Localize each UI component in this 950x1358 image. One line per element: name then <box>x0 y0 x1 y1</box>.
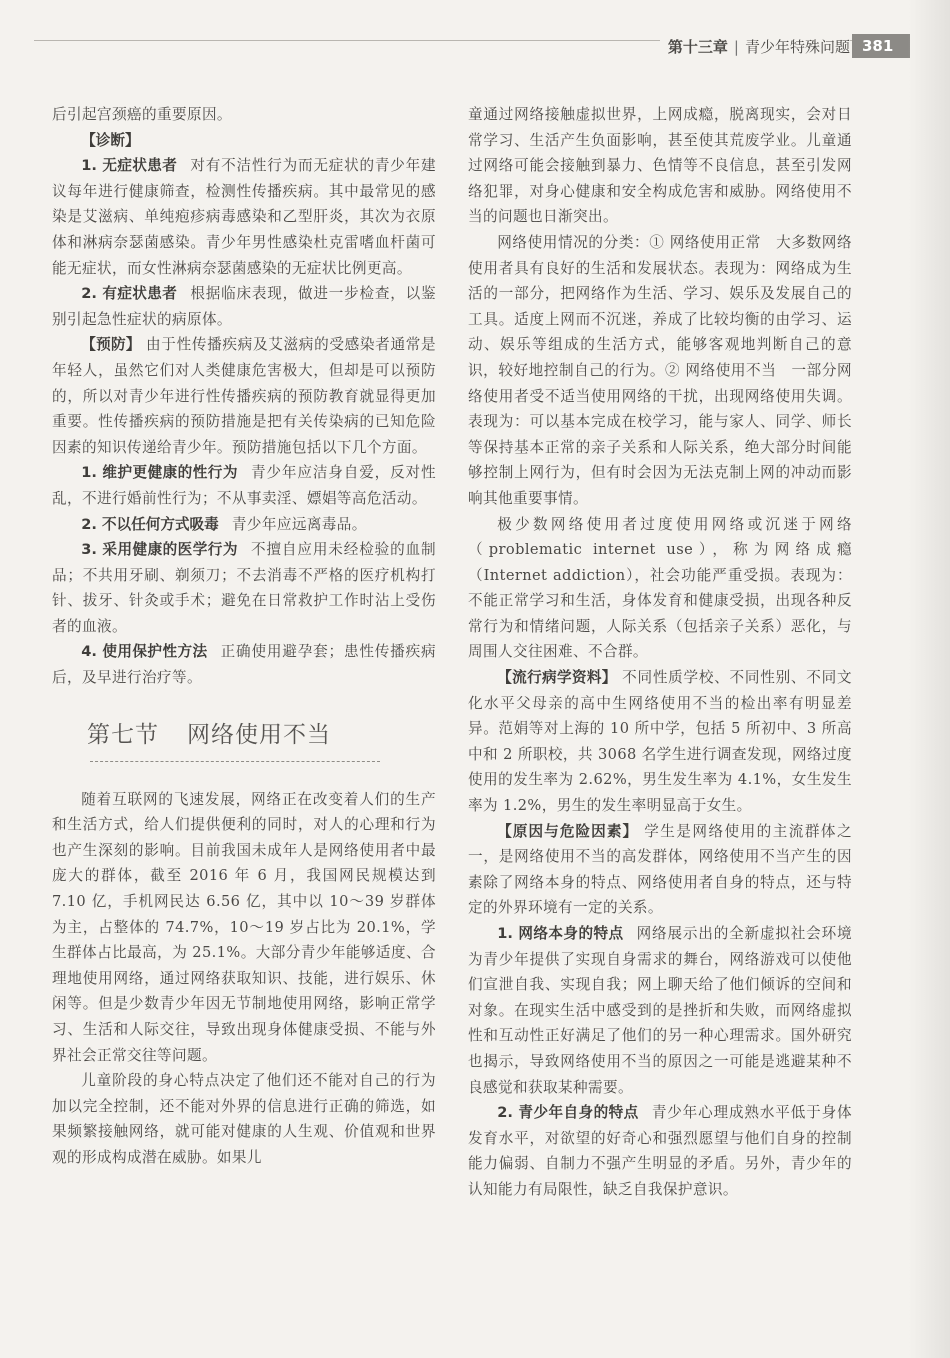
paragraph-text: 青少年应洁身自爱，反对性乱，不进行婚前性行为；不从事卖淫、嫖娼等高危活动。 <box>52 464 436 507</box>
paragraph <box>468 819 852 921</box>
paragraph-text: 学生是网络使用的主流群体之一，是网络使用不当的高发群体，网络使用不当产生的因素除了网络本身的特点、网络使用者自身的特点，还与特定的外界环境有一定的关系。 <box>468 822 852 917</box>
page-number: 381 <box>852 34 910 58</box>
paragraph-text: 不擅自应用未经检验的血制品；不共用牙刷、剃须刀；不去消毒不严格的医疗机构打针、拔牙、针灸或手术；避免在日常救护工作时沾上受伤者的血液。 <box>52 541 436 635</box>
subheading: 2. 有症状患者 <box>81 285 178 303</box>
section-tag: 【流行病学资料】 <box>497 669 617 687</box>
header-separator: | <box>733 38 739 56</box>
paragraph: 童通过网络接触虚拟世界，上网成瘾，脱离现实，会对日常学习、生活产生负面影响，甚至使其荒废学业。儿童通过网络可能会接触到暴力、色情等不良信息，甚至引发网络犯罪，对身心健康和安全构成危害和威胁。网络使用不当的问题也日渐突出。 <box>468 106 852 226</box>
paragraph <box>52 537 436 639</box>
paragraph-text: 对有不洁性行为而无症状的青少年建议每年进行健康筛查，检测性传播疾病。其中最常见的感染是艾滋病、单纯疱疹病毒感染和乙型肝炎，其次为衣原体和淋病奈瑟菌感染。青少年男性感染杜克雷嗜血杆菌可能无症状，而女性淋病奈瑟菌感染的无症状比例更高。 <box>52 157 436 277</box>
paragraph: 网络使用情况的分类：① 网络使用正常 大多数网络使用者具有良好的生活和发展状态。表现为：网络成为生活的一部分，把网络作为生活、学习、娱乐及发展自己的工具。适度上网而不沉迷，养成了比较均衡的由学习、运动、娱乐等组成的生活方式，能够客观地判断自己的意识，较好地控制自己的行为。② 网络使用不当 一部分网络使用者受不适当使用网络的干扰，出现网络使用失调。表现为：可以基本完成在校学习，能与家人、同学、师长等保持基本正常的亲子关系和人际关系，绝大部分时间能够控制上网行为，但有时会因为无法克制上网的冲动而影响其他重要事情。 <box>468 233 852 507</box>
chapter-topic: 青少年特殊问题 <box>744 38 850 56</box>
paragraph-text: 正确使用避孕套；患性传播疾病后，及早进行治疗等。 <box>52 643 437 687</box>
paragraph: 儿童阶段的身心特点决定了他们还不能对自己的行为加以完全控制，还不能对外界的信息进行正确的筛选，如果频繁接触网络，就可能对健康的人生观、价值观和世界观的形成构成潜在威胁。如果儿 <box>52 1072 436 1166</box>
section-tag: 【诊断】 <box>81 131 140 149</box>
paragraph <box>468 665 852 819</box>
paragraph <box>52 639 436 690</box>
paragraph <box>52 512 436 538</box>
section-tag: 【原因与危险因素】 <box>497 822 639 840</box>
section-title <box>52 721 436 749</box>
paragraph-text: 青少年心理成熟水平低于身体发育水平，对欲望的好奇心和强烈愿望与他们自身的控制能力偏弱、自制力不强产生明显的矛盾。另外，青少年的认知能力有局限性，缺乏自我保护意识。 <box>468 1104 853 1198</box>
paragraph-text: 网络展示出的全新虚拟社会环境为青少年提供了实现自身需求的舞台，网络游戏可以使他们宣泄自我、实现自我；网上聊天给了他们倾诉的空间和对象。在现实生活中感受到的是挫折和失败，而网络虚拟性和互动性正好满足了他们的另一种心理需求。国外研究也揭示，导致网络使用不当的原因之一可能是逃避某种不良感觉和获取某种需要。 <box>468 925 853 1096</box>
section-name: 网络使用不当 <box>187 721 331 748</box>
section-dashed-rule <box>90 761 380 762</box>
subheading: 4. 使用保护性方法 <box>81 643 208 661</box>
paragraph <box>52 153 436 281</box>
paragraph: 极少数网络使用者过度使用网络或沉迷于网络（problematic internet use），称为网络成瘾（Internet addiction），社会功能严重受损。表现为：不能正常学习和生活，身体发育和健康受损，出现各种反常行为和情绪问题，人际关系（包括亲子关系）恶化，与周围人交往困难、不合群。 <box>468 515 852 661</box>
diagnosis-heading <box>52 128 436 154</box>
paragraph-text: 青少年应远离毒品。 <box>231 515 367 533</box>
paragraph <box>468 921 852 1100</box>
paragraph: 后引起宫颈癌的重要原因。 <box>52 106 232 123</box>
paragraph <box>52 332 436 460</box>
chapter-label: 第十三章 <box>667 38 728 56</box>
subheading: 1. 无症状患者 <box>81 157 178 175</box>
subheading: 2. 不以任何方式吸毒 <box>81 515 219 533</box>
paragraph <box>468 1100 852 1202</box>
paragraph-text: 根据临床表现，做进一步检查，以鉴别引起急性症状的病原体。 <box>52 285 436 328</box>
subheading: 3. 采用健康的医学行为 <box>81 541 238 559</box>
paragraph: 随着互联网的飞速发展，网络正在改变着人们的生产和生活方式，给人们提供便利的同时，对人的心理和行为也产生深刻的影响。目前我国未成年人是网络使用者中最庞大的群体，截至 2016 年 6 月，我国网民规模达到 7.10 亿，手机网民达 6.56 亿，其中以 10～39 岁群体为主，占整体的 74.7%，10～19 岁占比为 20.1%，学生群体占比最高，为 25.1%。大部分青少年能够适度、合理地使用网络，通过网络获取知识、技能，进行娱乐、休闲等。但是少数青少年因无节制地使用网络，影响正常学习、生活和人际交往，导致出现身体健康受损、不能与外界社会正常交往等问题。 <box>52 790 436 1064</box>
left-column <box>52 102 436 1171</box>
section-number: 第七节 <box>87 721 159 748</box>
subheading: 1. 网络本身的特点 <box>497 925 624 942</box>
subheading: 1. 维护更健康的性行为 <box>81 464 238 482</box>
section-tag: 【预防】 <box>81 336 141 354</box>
section-heading <box>52 721 436 761</box>
paragraph-text: 由于性传播疾病及艾滋病的受感染者通常是年轻人，虽然它们对人类健康危害极大，但却是可以预防的，所以对青少年进行性传播疾病的预防教育就显得更加重要。性传播疾病的预防措施是把有关传染病的已知危险因素的知识传递给青少年。预防措施包括以下几个方面。 <box>52 336 436 456</box>
right-column <box>468 102 852 1203</box>
paragraph-text: 不同性质学校、不同性别、不同文化水平父母亲的高中生网络使用不当的检出率有明显差异。范娟等对上海的 10 所中学，包括 5 所初中、3 所高中和 2 所职校，共 3068 名学生进行调查发现，网络过度使用的发生率为 2.62%，男生发生率为 4.1%，女生发生率为 1.2%，男生的发生率明显高于女生。 <box>468 669 852 815</box>
paragraph <box>52 460 436 511</box>
running-header <box>660 36 850 57</box>
subheading: 2. 青少年自身的特点 <box>497 1104 639 1122</box>
page-edge-shadow <box>908 0 950 1358</box>
paragraph <box>52 281 436 332</box>
